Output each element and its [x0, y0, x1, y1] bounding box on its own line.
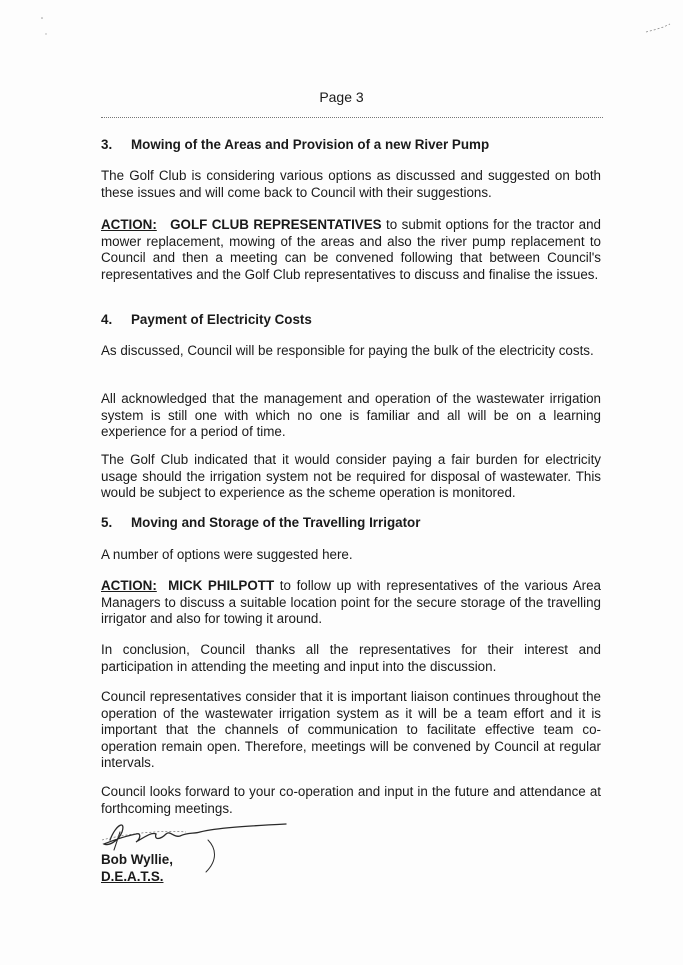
section-4-paragraph-1: As discussed, Council will be responsible for paying the bulk of the electricity costs. [101, 343, 594, 358]
closing-paragraph-3: Council looks forward to your co-operation and input in the future and attendance at forthcoming meetings. [101, 784, 601, 816]
action-text: to submit options for the tractor and mower replacement, mowing of the areas and also the river pump replacement to Council and then a meeting can be convened following that between Council's representatives and the Golf Club representatives to discuss and finalise the issues. [101, 217, 601, 282]
section-4-paragraph-3: The Golf Club indicated that it would consider paying a fair burden for electricity usage should the irrigation system not be required for disposal of wastewater. This would be subject to experience as the scheme operation is monitored. [101, 452, 601, 501]
section-number: 4. [101, 312, 113, 327]
scan-speck [644, 22, 674, 36]
section-number: 3. [101, 137, 113, 152]
action-text: to follow up with representatives of the various Area Managers to discuss a suitable location point for the secure storage of the travelling irrigator and also for towing it around. [101, 578, 601, 627]
closing-paragraph-2: Council representatives consider that it is important liaison continues throughout the operation of the wastewater irrigation system as it will be a team effort and it is important that the channels of communication to facilitate effective team co-operation remain open. Therefore, meetings will be convened by Council at regular intervals. [101, 689, 601, 771]
action-label: ACTION: [101, 217, 157, 232]
page-number: Page 3 [319, 89, 364, 105]
action-label: ACTION: [101, 578, 157, 593]
section-title: Mowing of the Areas and Provision of a new River Pump [131, 137, 490, 152]
section-3-heading [101, 137, 601, 154]
section-number: 5. [101, 515, 113, 530]
section-4-heading [101, 312, 601, 329]
signatory-title: D.E.A.T.S. [101, 869, 164, 884]
section-5-action [101, 578, 601, 628]
section-4-paragraph-2: All acknowledged that the management and operation of the wastewater irrigation system is still one with which no one is familiar and all will be on a learning experience for a period of time. [101, 391, 601, 440]
section-title: Moving and Storage of the Travelling Irrigator [131, 515, 421, 530]
action-owner: MICK PHILPOTT [168, 578, 275, 593]
section-5-heading [101, 515, 601, 532]
section-3-action [101, 217, 601, 283]
closing-paragraph-1: In conclusion, Council thanks all the representatives for their interest and participation in attending the meeting and input into the discussion. [101, 642, 601, 674]
header-divider [101, 117, 603, 118]
action-owner: GOLF CLUB REPRESENTATIVES [170, 217, 382, 232]
section-5-paragraph: A number of options were suggested here. [101, 547, 353, 562]
scan-speck [38, 14, 54, 44]
section-title: Payment of Electricity Costs [131, 312, 312, 327]
section-3-paragraph: The Golf Club is considering various options as discussed and suggested on both these issues and will come back to Council with their suggestions. [101, 168, 601, 200]
signatory-name: Bob Wyllie, [101, 852, 173, 867]
